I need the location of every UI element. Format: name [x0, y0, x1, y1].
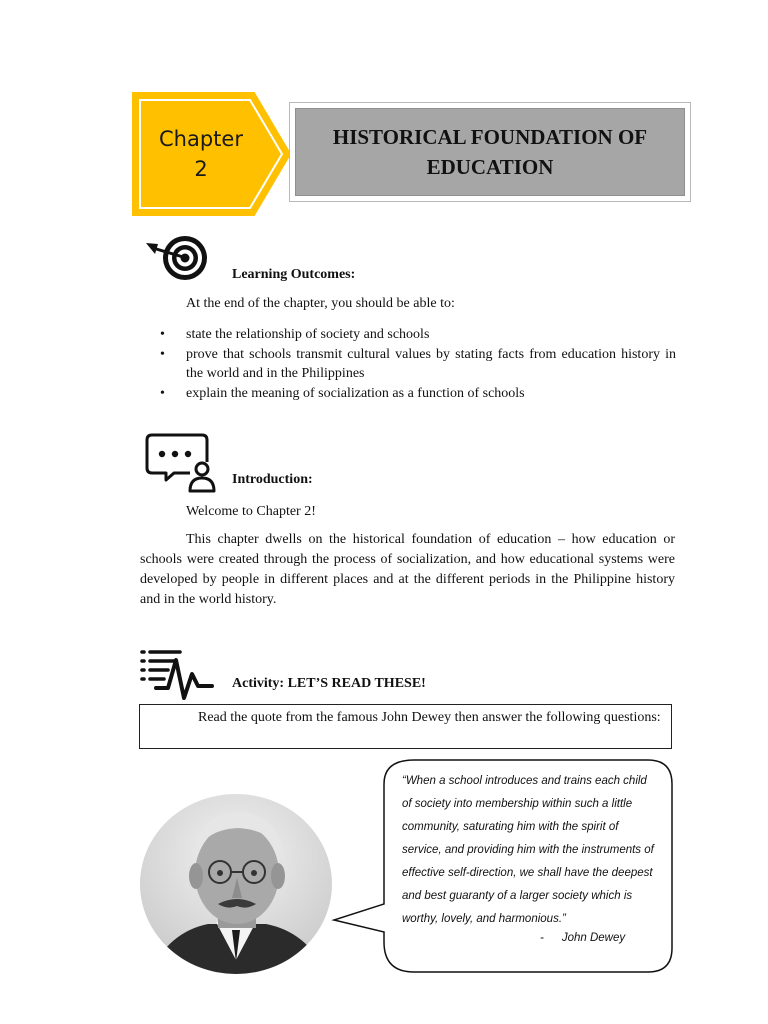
- quote-author-name: John Dewey: [561, 932, 626, 944]
- list-item: • explain the meaning of socialization as a function of schools: [140, 384, 676, 404]
- introduction-paragraph: This chapter dwells on the historical foundation of education – how education or schools were created through the process of socialization, and how educational systems were developed by people in different places and at the different periods in the Philippine history and in the world history.: [140, 532, 675, 607]
- target-icon: [143, 234, 211, 284]
- john-dewey-portrait: [138, 792, 334, 976]
- activity-instruction: Read the quote from the famous John Dewey then answer the following questions:: [198, 710, 661, 725]
- chapter-title-box: [289, 102, 691, 202]
- introduction-welcome: Welcome to Chapter 2!: [186, 504, 316, 519]
- list-item: • prove that schools transmit cultural values by stating facts from education history in the world and in the Philippines: [140, 345, 676, 384]
- quote-text: “When a school introduces and trains each child of society into membership within such a little community, saturating him with the spirit of service, and providing him with the instruments of effective self-direction, we shall have the deepest and best guaranty of a larger society which is worthy, lovely, and harmonious.”: [402, 775, 654, 925]
- chapter-word: Chapter: [159, 127, 243, 151]
- activity-pulse-icon: [138, 646, 216, 702]
- list-item: • state the relationship of society and schools: [140, 325, 676, 345]
- activity-instruction-box: [139, 704, 672, 749]
- chapter-label: [134, 124, 268, 184]
- learning-outcomes-intro: At the end of the chapter, you should be able to:: [186, 296, 455, 311]
- chapter-number: 2: [194, 157, 208, 181]
- quote-author: [540, 932, 625, 944]
- chat-person-icon: [144, 432, 216, 494]
- chapter-title-inner: [295, 108, 685, 196]
- learning-outcomes-list: [140, 325, 676, 403]
- chapter-title: HISTORICAL FOUNDATION OF EDUCATION: [332, 125, 648, 179]
- introduction-heading: Introduction:: [232, 472, 313, 487]
- learning-outcomes-heading: Learning Outcomes:: [232, 267, 356, 282]
- activity-heading: Activity: LET’S READ THESE!: [232, 676, 426, 691]
- quote-dash: -: [540, 932, 544, 944]
